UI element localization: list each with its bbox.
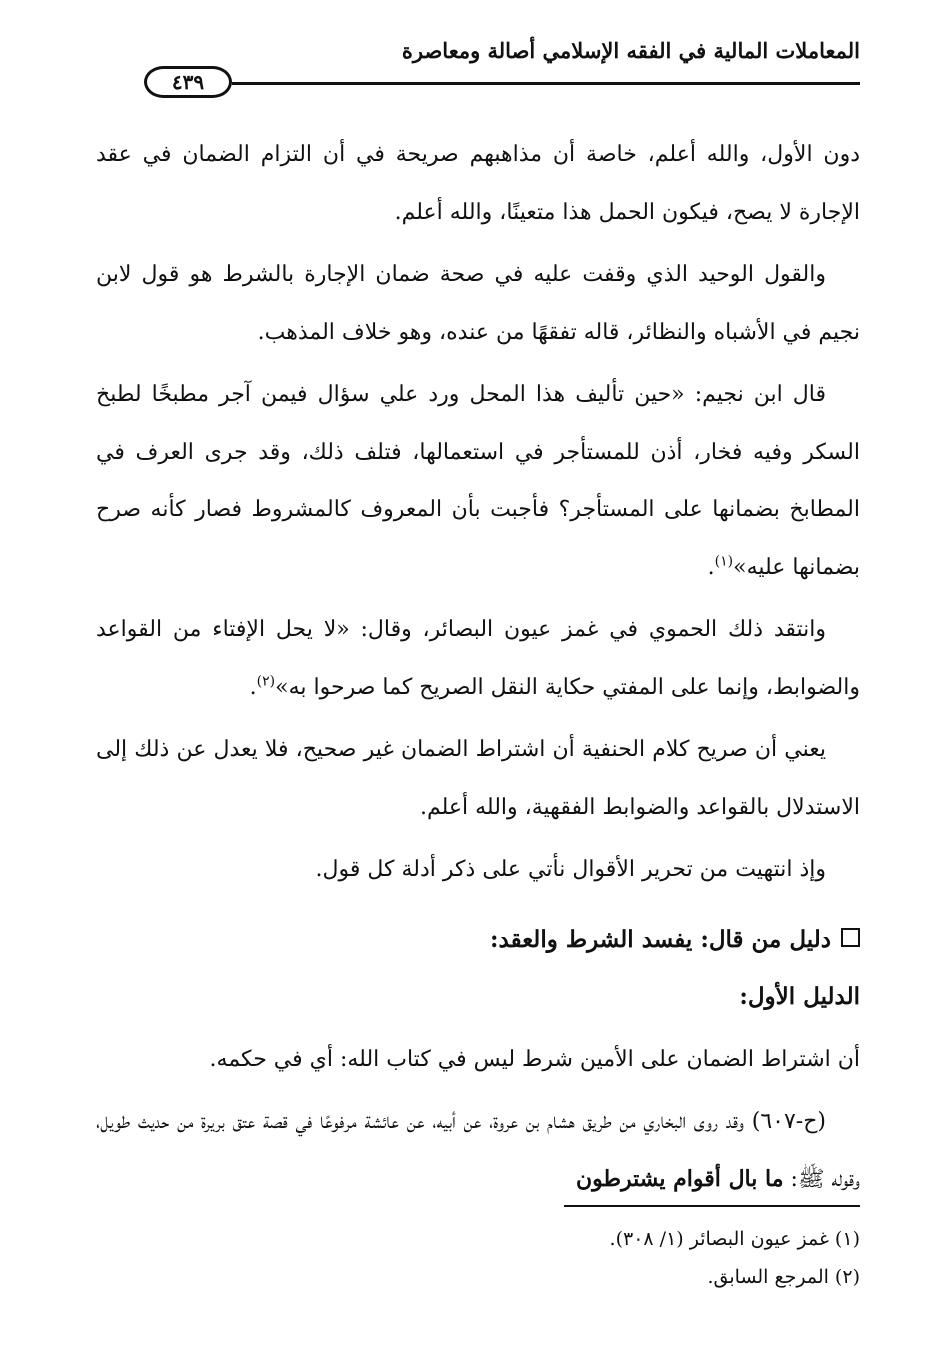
- paragraph-3-text: قال ابن نجيم: «حين تأليف هذا المحل ورد علي سؤال فيمن آجر مطبخًا لطبخ السكر وفيه فخار، أذن للمستأجر في استعمالها، فتلف ذلك، وقد جرى العرف في المطابخ بضمانها على المستأجر؟ فأجبت بأن المعروف كالمشروط فصار كأنه صرح بضمانها عليه»: [96, 382, 860, 580]
- paragraph-2: والقول الوحيد الذي وقفت عليه في صحة ضمان الإجارة بالشرط هو قول لابن نجيم في الأشباه والنظائر، قاله تفقهًا من عنده، وهو خلاف المذهب.: [96, 262, 860, 345]
- hadith-paragraph: [96, 1093, 860, 1208]
- paragraph-4-text: وانتقد ذلك الحموي في غمز عيون البصائر، وقال: «لا يحل الإفتاء من القواعد والضوابط، وإنما على المفتي حكاية النقل الصريح كما صرحوا به»: [96, 617, 860, 700]
- footnote-1: (١) غمز عيون البصائر (١/ ٣٠٨).: [609, 1228, 860, 1250]
- page-number: ٤٣٩: [144, 66, 232, 98]
- paragraph-1: دون الأول، والله أعلم، خاصة أن مذاهبهم صريحة في أن التزام الضمان في عقد الإجارة لا يصح، فيكون الحمل هذا متعينًا، والله أعلم.: [96, 142, 860, 225]
- paragraph-3: [96, 366, 860, 596]
- paragraph-3-period: .: [707, 554, 715, 580]
- hadith-quote: ما بال أقوام يشترطون: [575, 1165, 784, 1192]
- footnote-2: (٢) المرجع السابق.: [707, 1266, 860, 1288]
- footnote-rule: [564, 1205, 860, 1207]
- section-heading: [96, 911, 860, 969]
- paragraph-6: وإذ انتهيت من تحرير الأقوال نأتي على ذكر أدلة كل قول.: [315, 857, 826, 882]
- hadith-text: (ح-٦٠٧) وقد روى البخاري من طريق هشام بن عروة، عن أبيه، عن عائشة مرفوعًا في قصة عتق بريرة من حديث طويل، وقوله ﷺ:: [96, 1109, 860, 1192]
- running-header-title: المعاملات المالية في الفقه الإسلامي أصالة ومعاصرة: [401, 38, 860, 63]
- paragraph-4-period: .: [249, 674, 257, 700]
- paragraph-5: يعني أن صريح كلام الحنفية أن اشتراط الضمان غير صحيح، فلا يعدل عن ذلك إلى الاستدلال بالقواعد والضوابط الفقهية، والله أعلم.: [96, 737, 860, 820]
- body-text: [96, 126, 860, 1213]
- footnotes: [96, 1220, 860, 1296]
- section-heading-text: دليل من قال: يفسد الشرط والعقد:: [490, 925, 831, 953]
- footnote-ref-2[interactable]: (٢): [256, 673, 276, 690]
- header-rule: [232, 82, 860, 85]
- paragraph-4: [96, 601, 860, 716]
- footnote-ref-1[interactable]: (١): [714, 553, 734, 570]
- evidence-paragraph-1: أن اشتراط الضمان على الأمين شرط ليس في كتاب الله: أي في حكمه.: [209, 1046, 860, 1072]
- section-subheading: الدليل الأول:: [739, 983, 860, 1010]
- checkbox-square-icon: [841, 928, 860, 947]
